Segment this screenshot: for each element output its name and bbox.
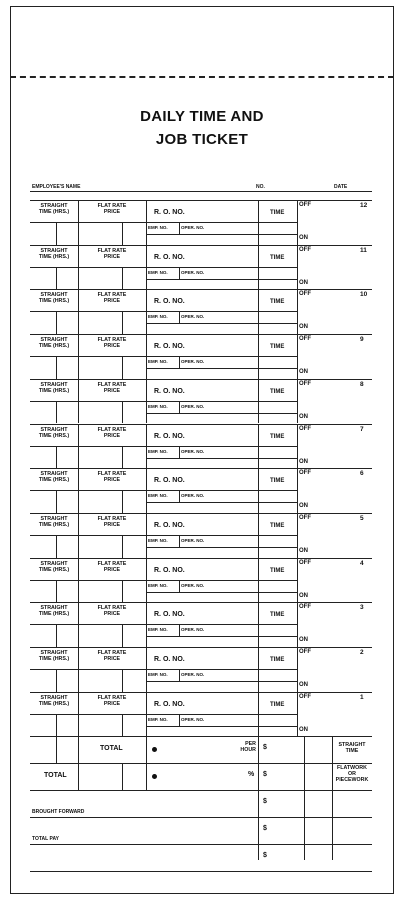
divider-emp-oper (179, 311, 180, 323)
amount-input[interactable] (258, 763, 332, 790)
row-top-line (30, 245, 297, 246)
straight-time-input[interactable] (30, 356, 78, 379)
time-label: TIME (270, 299, 285, 306)
clock-off-label: OFF (299, 559, 311, 566)
clock-on-label: ON (299, 637, 308, 644)
divider-ro (146, 200, 147, 245)
divider-clock (297, 200, 298, 245)
flat-rate-label (78, 695, 146, 707)
time-label: TIME (270, 612, 285, 619)
date-label: DATE (334, 184, 348, 190)
flat-rate-line-1: FLAT RATE (97, 605, 127, 612)
straight-time-line-2: TIME (HRS.) (38, 566, 70, 573)
employee-name-label: EMPLOYEE'S NAME (32, 184, 81, 190)
footer-row-line (30, 871, 372, 872)
flat-rate-line-2: PRICE (103, 611, 121, 618)
no-label: NO. (256, 184, 265, 190)
divider-clock (297, 602, 298, 647)
ro-number-label: R. O. NO. (154, 700, 185, 708)
time-label: TIME (270, 478, 285, 485)
straight-time-label (30, 337, 78, 349)
time-input[interactable] (258, 669, 297, 692)
straight-time-label (30, 427, 78, 439)
oper-no-label: OPER. NO. (181, 493, 205, 499)
clock-off-label: OFF (299, 336, 311, 343)
flat-rate-input[interactable] (78, 446, 146, 469)
footer-divider-4 (146, 736, 147, 790)
row-top-line-right (297, 379, 372, 380)
flat-rate-input[interactable] (78, 490, 146, 513)
time-input[interactable] (258, 401, 297, 424)
time-input[interactable] (258, 222, 297, 245)
clock-on-label: ON (299, 279, 308, 286)
clock-on-label: ON (299, 369, 308, 376)
flat-rate-label (78, 516, 146, 528)
clock-off-label: OFF (299, 291, 311, 298)
oper-no-label: OPER. NO. (181, 582, 205, 588)
straight-time-label (30, 203, 78, 215)
divider-ro (146, 379, 147, 424)
emp-no-label: EMP. NO. (148, 448, 168, 454)
flat-rate-label (78, 650, 146, 662)
clock-on-label: ON (299, 413, 308, 420)
clock-off-label: OFF (299, 470, 311, 477)
oper-no-label: OPER. NO. (181, 314, 205, 320)
emp-no-label: EMP. NO. (148, 582, 168, 588)
straight-time-line-1: STRAIGHT (40, 337, 68, 344)
flatwork-type (332, 765, 372, 783)
straight-time-input[interactable] (30, 624, 78, 647)
clock-on-label: ON (299, 547, 308, 554)
ro-number-label: R. O. NO. (154, 387, 185, 395)
amount-input[interactable] (258, 817, 332, 844)
straight-time-input[interactable] (30, 535, 78, 558)
amount-input[interactable] (258, 844, 332, 871)
divider-clock (297, 647, 298, 692)
title-line-2: JOB TICKET (155, 131, 249, 148)
clock-on-label: ON (299, 324, 308, 331)
straight-time-line-2: TIME (HRS.) (38, 611, 70, 618)
straight-time-line-2: TIME (HRS.) (38, 209, 70, 215)
flat-rate-input[interactable] (78, 580, 146, 603)
straight-time-line-2: TIME (HRS.) (38, 432, 70, 439)
row-number: 4 (360, 559, 364, 567)
emp-no-label: EMP. NO. (148, 314, 168, 320)
straight-time-line-1: STRAIGHT (40, 471, 68, 478)
divider-clock (297, 379, 298, 424)
time-label: TIME (270, 657, 285, 663)
row-top-line (30, 200, 297, 201)
oper-no-label: OPER. NO. (181, 269, 205, 275)
row-number: 5 (360, 514, 364, 522)
flat-rate-label (78, 471, 146, 483)
clock-off-label: OFF (299, 649, 311, 655)
time-input[interactable] (258, 311, 297, 334)
clock-off-label: OFF (299, 202, 311, 208)
row-number: 6 (360, 470, 364, 478)
straight-time-input[interactable] (30, 267, 78, 290)
flat-rate-line-2: PRICE (103, 521, 121, 528)
flat-rate-input[interactable] (78, 311, 146, 334)
time-label: TIME (270, 567, 285, 574)
flat-rate-line-1: FLAT RATE (97, 381, 127, 388)
row-number: 8 (360, 380, 364, 388)
total-pay-label: TOTAL PAY (32, 836, 59, 843)
row-top-line-right (297, 245, 372, 246)
straight-time-input[interactable] (30, 222, 78, 245)
flat-rate-input[interactable] (78, 401, 146, 424)
row-top-line-right (297, 558, 372, 559)
flat-rate-line-2: PRICE (103, 656, 121, 662)
oper-no-label: OPER. NO. (181, 716, 205, 722)
time-input[interactable] (258, 535, 297, 558)
time-input[interactable] (258, 714, 297, 737)
straight-time-line-2: TIME (HRS.) (38, 253, 70, 260)
ro-number-label: R. O. NO. (154, 253, 185, 261)
straight-time-input[interactable] (30, 669, 78, 692)
time-input[interactable] (258, 446, 297, 469)
total-label: TOTAL (44, 772, 67, 780)
time-input[interactable] (258, 356, 297, 379)
flat-rate-line-2: PRICE (103, 700, 121, 707)
flat-rate-line-2: PRICE (103, 253, 121, 260)
straight-time-line-1: STRAIGHT (40, 247, 68, 254)
straight-time-label (30, 605, 78, 617)
oper-no-label: OPER. NO. (181, 672, 205, 677)
straight-time-line-2: TIME (HRS.) (38, 387, 70, 394)
dollar-sign: $ (263, 744, 267, 752)
row-number: 10 (360, 291, 368, 299)
amount-input[interactable] (258, 736, 332, 763)
divider-emp-oper (179, 401, 180, 413)
straight-time-input[interactable] (30, 401, 78, 424)
divider-clock (297, 289, 298, 334)
time-label: TIME (270, 701, 285, 708)
straight-time-label (30, 471, 78, 483)
clock-on-label: ON (299, 503, 308, 510)
row-top-line-right (297, 289, 372, 290)
perforation-line (10, 76, 394, 78)
row-top-line-right (297, 602, 372, 603)
straight-time-line-2: TIME (HRS.) (38, 298, 70, 305)
emp-no-label: EMP. NO. (148, 493, 168, 499)
clock-off-label: OFF (299, 514, 311, 521)
straight-time-type (332, 742, 372, 754)
dollar-sign: $ (263, 771, 267, 779)
flat-rate-line-1: FLAT RATE (97, 247, 127, 254)
fw-line-3: PIECEWORK (335, 777, 369, 784)
divider-emp-oper (179, 535, 180, 547)
ro-number-label: R. O. NO. (154, 343, 185, 351)
row-number: 1 (360, 693, 364, 701)
straight-time-input[interactable] (30, 446, 78, 469)
straight-time-line-1: STRAIGHT (40, 694, 68, 701)
flat-rate-line-2: PRICE (103, 387, 121, 394)
flat-rate-line-1: FLAT RATE (97, 337, 127, 344)
time-label: TIME (270, 344, 285, 351)
flat-rate-label (78, 337, 146, 349)
time-label: TIME (270, 210, 285, 216)
oper-no-label: OPER. NO. (181, 448, 205, 454)
fw-line-1: FLATWORK (337, 765, 367, 772)
straight-time-label (30, 650, 78, 662)
dollar-sign: $ (263, 852, 267, 860)
oper-no-label: OPER. NO. (181, 359, 205, 365)
straight-time-line-2: TIME (HRS.) (38, 521, 70, 528)
clock-off-label: OFF (299, 604, 311, 611)
divider-emp-oper (179, 490, 180, 502)
divider-emp-oper (179, 624, 180, 636)
ro-number-label: R. O. NO. (154, 611, 185, 619)
oper-no-label: OPER. NO. (181, 627, 205, 633)
flat-rate-line-2: PRICE (103, 477, 121, 484)
oper-no-label: OPER. NO. (181, 537, 205, 543)
emp-no-label: EMP. NO. (148, 537, 168, 543)
row-top-line-right (297, 513, 372, 514)
straight-time-label (30, 516, 78, 528)
divider-clock (297, 424, 298, 469)
row-number: 9 (360, 336, 364, 344)
row-number: 3 (360, 604, 364, 612)
straight-time-input[interactable] (30, 311, 78, 334)
straight-time-label (30, 248, 78, 260)
dollar-sign: $ (263, 825, 267, 833)
straight-time-line-2: TIME (HRS.) (38, 477, 70, 484)
header-underline (30, 191, 372, 192)
divider-clock (297, 558, 298, 603)
flat-rate-line-1: FLAT RATE (97, 650, 127, 656)
straight-time-line-1: STRAIGHT (40, 560, 68, 567)
divider-clock (297, 513, 298, 558)
row-top-line-right (297, 200, 372, 201)
divider-clock (297, 692, 298, 737)
footer-divider-2 (78, 736, 79, 790)
clock-on-label: ON (299, 726, 308, 733)
per-hour-label (234, 741, 256, 753)
oper-no-label: OPER. NO. (181, 403, 205, 409)
straight-time-line-2: TIME (HRS.) (38, 700, 70, 707)
row-top-line-right (297, 468, 372, 469)
amount-input[interactable] (258, 790, 332, 817)
divider-ro (146, 289, 147, 334)
emp-no-label: EMP. NO. (148, 403, 168, 409)
footer-divider-1 (56, 736, 57, 763)
clock-off-label: OFF (299, 693, 311, 700)
row-top-line (30, 602, 297, 603)
flat-rate-line-1: FLAT RATE (97, 560, 127, 567)
row-number: 11 (360, 246, 367, 254)
row-top-line (30, 379, 297, 380)
row-number: 7 (360, 425, 364, 433)
emp-no-label: EMP. NO. (148, 359, 168, 365)
row-top-line-right (297, 647, 372, 648)
ro-number-label: R. O. NO. (154, 298, 185, 306)
divider-emp-oper (179, 669, 180, 681)
clock-on-label: ON (299, 592, 308, 599)
ro-number-label: R. O. NO. (154, 477, 185, 485)
row-top-line-right (297, 692, 372, 693)
flat-rate-label (78, 427, 146, 439)
flat-rate-label (78, 605, 146, 617)
clock-on-label: ON (299, 682, 308, 688)
clock-off-label: OFF (299, 380, 311, 387)
straight-time-line-2: TIME (HRS.) (38, 343, 70, 350)
fw-line-2: OR (348, 771, 356, 778)
time-input[interactable] (258, 580, 297, 603)
clock-on-label: ON (299, 235, 308, 241)
straight-time-input[interactable] (30, 714, 78, 737)
row-top-line (30, 513, 297, 514)
row-top-line-right (297, 334, 372, 335)
flat-rate-line-2: PRICE (103, 432, 121, 439)
divider-ro (146, 558, 147, 603)
straight-time-line-1: STRAIGHT (40, 381, 68, 388)
straight-time-label (30, 382, 78, 394)
clock-on-label: ON (299, 458, 308, 465)
time-label: TIME (270, 433, 285, 440)
divider-ro (146, 647, 147, 692)
flat-rate-label (78, 292, 146, 304)
straight-time-line-1: STRAIGHT (40, 605, 68, 612)
row-number: 2 (360, 649, 364, 656)
row-top-line (30, 692, 297, 693)
row-top-line (30, 424, 297, 425)
flat-rate-line-1: FLAT RATE (97, 203, 127, 209)
divider-clock (297, 334, 298, 379)
row-top-line (30, 289, 297, 290)
divider-ro (146, 245, 147, 290)
time-input[interactable] (258, 267, 297, 290)
divider-ro (146, 692, 147, 737)
time-label: TIME (270, 388, 285, 395)
straight-time-line-1: STRAIGHT (40, 650, 68, 656)
flat-rate-line-1: FLAT RATE (97, 694, 127, 701)
emp-no-label: EMP. NO. (148, 225, 168, 230)
straight-time-label (30, 695, 78, 707)
flat-rate-line-1: FLAT RATE (97, 471, 127, 478)
footer-divider-3 (122, 763, 123, 790)
emp-no-label: EMP. NO. (148, 672, 168, 677)
emp-no-label: EMP. NO. (148, 716, 168, 722)
straight-time-line-1: STRAIGHT (40, 515, 68, 522)
straight-time-label (30, 561, 78, 573)
flat-rate-line-2: PRICE (103, 298, 121, 305)
divider-emp-oper (179, 446, 180, 458)
emp-no-label: EMP. NO. (148, 627, 168, 633)
dollar-sign: $ (263, 798, 267, 806)
row-top-line (30, 468, 297, 469)
time-label: TIME (270, 522, 285, 529)
flat-rate-line-2: PRICE (103, 343, 121, 350)
divider-ro (146, 513, 147, 558)
ro-number-label: R. O. NO. (154, 656, 185, 663)
st-line-2: TIME (345, 748, 359, 755)
time-input[interactable] (258, 490, 297, 513)
divider-emp-oper (179, 222, 180, 234)
row-top-line (30, 558, 297, 559)
straight-time-input[interactable] (30, 580, 78, 603)
divider-ro (146, 602, 147, 647)
flat-rate-label (78, 561, 146, 573)
flat-rate-label (78, 248, 146, 260)
flat-rate-input[interactable] (78, 267, 146, 290)
ro-number-label: R. O. NO. (154, 432, 185, 440)
time-label: TIME (270, 254, 285, 261)
flat-rate-line-1: FLAT RATE (97, 292, 127, 299)
straight-time-line-1: STRAIGHT (40, 292, 68, 299)
hour-line: HOUR (240, 747, 256, 754)
flat-rate-line-2: PRICE (103, 209, 121, 215)
ro-number-label: R. O. NO. (154, 209, 185, 216)
flat-rate-input[interactable] (78, 222, 146, 245)
flat-rate-input[interactable] (78, 714, 146, 737)
row-top-line (30, 647, 297, 648)
flat-rate-input[interactable] (78, 669, 146, 692)
percent-label: % (248, 771, 255, 779)
flat-rate-input[interactable] (78, 535, 146, 558)
row-top-line-right (297, 424, 372, 425)
clock-off-label: OFF (299, 425, 311, 432)
total-hours-label: TOTAL (100, 745, 123, 753)
clock-off-label: OFF (299, 246, 311, 253)
divider-emp-oper (179, 714, 180, 726)
per-line: PER (245, 741, 256, 748)
divider-emp-oper (179, 356, 180, 368)
brought-forward-label: BROUGHT FORWARD (32, 809, 85, 816)
divider-ro (146, 468, 147, 513)
flat-rate-line-2: PRICE (103, 566, 121, 573)
straight-time-label (30, 292, 78, 304)
flat-rate-label (78, 382, 146, 394)
flat-rate-input[interactable] (78, 624, 146, 647)
divider-clock (297, 245, 298, 290)
flat-rate-input[interactable] (78, 356, 146, 379)
flat-rate-line-1: FLAT RATE (97, 426, 127, 433)
straight-time-input[interactable] (30, 490, 78, 513)
divider-ro (146, 334, 147, 379)
oper-no-label: OPER. NO. (181, 225, 205, 230)
st-line-1: STRAIGHT (338, 742, 366, 749)
straight-time-line-1: STRAIGHT (40, 203, 68, 209)
divider-clock (297, 468, 298, 513)
title-line-1: DAILY TIME AND (140, 108, 264, 125)
footer-divider-type (332, 736, 333, 860)
divider-ro (146, 424, 147, 469)
divider-emp-oper (179, 267, 180, 279)
ro-number-label: R. O. NO. (154, 566, 185, 574)
emp-no-label: EMP. NO. (148, 269, 168, 275)
divider-emp-oper (179, 580, 180, 592)
flat-rate-line-1: FLAT RATE (97, 515, 127, 522)
row-number: 12 (360, 202, 368, 209)
time-input[interactable] (258, 624, 297, 647)
straight-time-line-1: STRAIGHT (40, 426, 68, 433)
flat-rate-label (78, 203, 146, 215)
row-top-line (30, 334, 297, 335)
ro-number-label: R. O. NO. (154, 521, 185, 529)
straight-time-line-2: TIME (HRS.) (38, 656, 70, 662)
